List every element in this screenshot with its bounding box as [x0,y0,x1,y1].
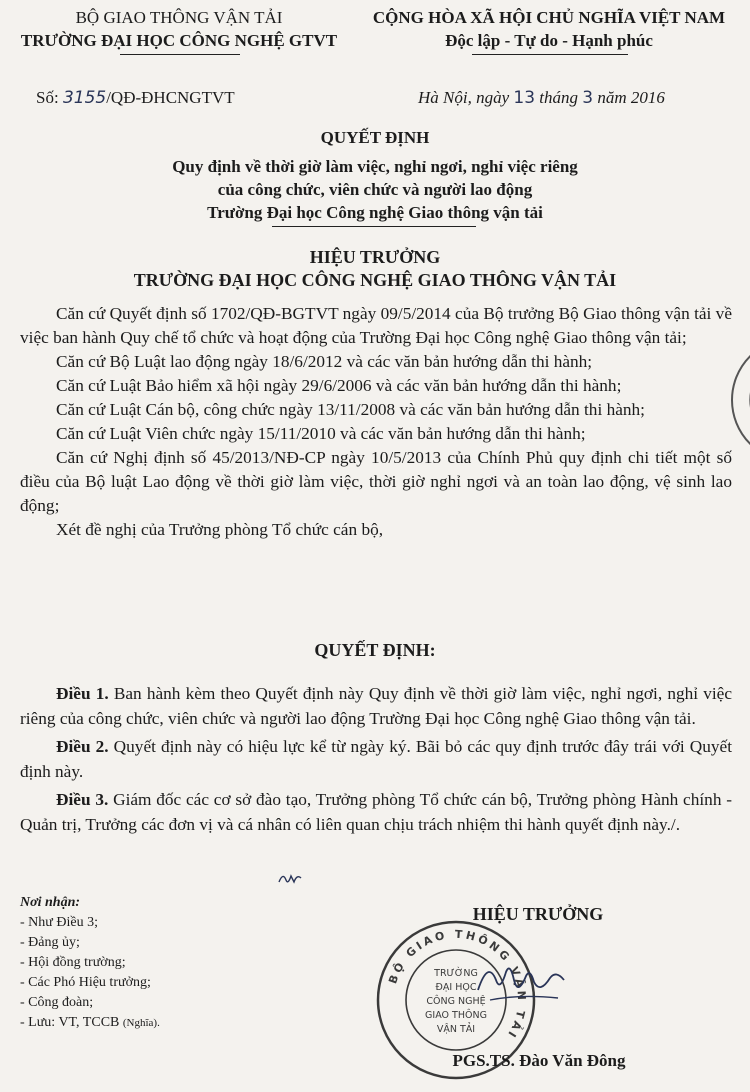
republic-name: CỘNG HÒA XÃ HỘI CHỦ NGHĨA VIỆT NAM [372,8,726,27]
authority-heading [0,246,750,292]
authority-line-1: HIỆU TRƯỞNG [309,247,441,267]
recipient-archive: - Lưu: VT, TCCB [20,1015,120,1030]
doc-number-suffix: /QĐ-ĐHCNGTVT [106,88,235,107]
document-title: QUYẾT ĐỊNH [320,128,430,147]
article-label: Điều 2. [56,737,109,756]
initial-mark-icon [277,868,303,888]
preamble-item: Căn cứ Luật Bảo hiểm xã hội ngày 29/6/2006 và các văn bản hướng dẫn thi hành; [56,376,622,395]
decision-heading: QUYẾT ĐỊNH: [314,640,436,660]
national-motto: Độc lập - Tự do - Hạnh phúc [445,31,653,50]
article-text: Giám đốc các cơ sở đào tạo, Trưởng phòng Tổ chức cán bộ, Trưởng phòng Hành chính - Quản trị, Trưởng các đơn vị và cá nhân có liên quan chịu trách nhiệm thi hành quyết định này./. [20,790,732,834]
document-subject [0,155,750,224]
signature-icon [470,950,570,1020]
seal-line: GIAO THÔNG [425,1010,487,1021]
ministry-name: BỘ GIAO THÔNG VẬN TẢI [75,8,283,27]
authority-line-2: TRƯỜNG ĐẠI HỌC CÔNG NGHỆ GIAO THÔNG VẬN TẢI [133,270,617,290]
issuer-block [14,6,344,52]
doc-number-prefix: Số: [36,88,59,107]
seal-line: TRƯỜNG [434,968,478,979]
preamble [20,302,732,542]
recipient-item: - Công đoàn; [20,995,94,1010]
preamble-item: Căn cứ Luật Viên chức ngày 15/11/2010 và các văn bản hướng dẫn thi hành; [56,424,586,443]
subject-line-3: Trường Đại học Công nghệ Giao thông vận tải [207,203,543,222]
recipient-item: - Hội đồng trường; [20,955,126,970]
doc-number-handwritten: 3155 [62,88,107,108]
article-2 [20,734,732,784]
seal-line: ĐẠI HỌC [435,982,477,993]
date-year: năm 2016 [597,88,665,107]
signer-title: HIỆU TRƯỞNG [472,904,604,924]
article-text: Ban hành kèm theo Quyết định này Quy định về thời giờ làm việc, nghỉ ngơi, nghỉ việc riêng của công chức, viên chức và người lao động Trường Đại học Công nghệ Giao thông vận tải. [20,684,732,728]
signer-name: PGS.TS. Đào Văn Đông [452,1051,626,1070]
issuer-underline [120,54,240,55]
preamble-item: Căn cứ Luật Cán bộ, công chức ngày 13/11/2008 và các văn bản hướng dẫn thi hành; [56,400,645,419]
date-place: Hà Nội, ngày [418,88,510,107]
date-month-label: tháng [539,88,579,107]
article-label: Điều 3. [56,790,109,809]
date-month: 3 [582,88,594,108]
partial-seal-icon [724,330,750,470]
subject-line-1: Quy định về thời giờ làm việc, nghỉ ngơi, nghỉ việc riêng [172,157,578,176]
document-number [36,88,235,108]
recipients-title: Nơi nhận: [20,895,81,910]
seal-line: VẬN TẢI [436,1024,476,1035]
preamble-item: Căn cứ Quyết định số 1702/QĐ-BGTVT ngày 09/5/2014 của Bộ trưởng Bộ Giao thông vận tải về việc ban hành Quy chế tổ chức và hoạt động của Trường Đại học Công nghệ Giao thông vận tải; [20,304,732,347]
article-text: Quyết định này có hiệu lực kể từ ngày ký. Bãi bỏ các quy định trước đây trái với Quyết định này. [20,737,732,781]
seal-line: CÔNG NGHỆ [426,996,486,1007]
seal-ring-text: BỘ GIAO THÔNG VẬN TẢI [386,927,529,1042]
recipient-item: - Các Phó Hiệu trưởng; [20,975,151,990]
recipient-item: - Đảng ủy; [20,935,80,950]
subject-underline [272,226,476,227]
date-day: 13 [513,88,536,108]
subject-line-2: của công chức, viên chức và người lao động [217,180,533,199]
recipient-item: - Như Điều 3; [20,915,98,930]
university-name: TRƯỜNG ĐẠI HỌC CÔNG NGHỆ GTVT [20,31,338,50]
preamble-item: Căn cứ Bộ Luật lao động ngày 18/6/2012 và các văn bản hướng dẫn thi hành; [56,352,593,371]
motto-underline [472,54,628,55]
article-1 [20,681,732,731]
issue-date [418,88,665,108]
article-label: Điều 1. [56,684,109,703]
preamble-item: Căn cứ Nghị định số 45/2013/NĐ-CP ngày 10/5/2013 của Chính Phủ quy định chi tiết một số điều của Bộ luật Lao động về thời giờ làm việc, thời giờ nghỉ ngơi và an toàn lao động, vệ sinh lao động; [20,448,732,515]
article-3 [20,787,732,837]
articles [20,681,732,840]
national-header [356,6,742,52]
recipients-block [20,893,280,1033]
recipient-item-last [20,1013,280,1033]
preamble-item: Xét đề nghị của Trưởng phòng Tổ chức cán bộ, [56,520,384,539]
recipient-note: (Nghĩa). [122,1017,160,1029]
